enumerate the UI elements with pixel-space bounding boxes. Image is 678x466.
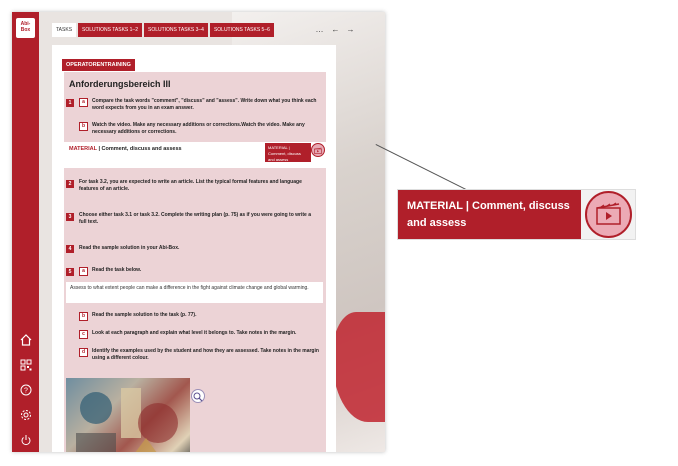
task-1b-text: Watch the video. Make any necessary additions or corrections.Watch the video. Make any necessary additions or corrections.: [92, 122, 305, 135]
task-quote-box: Assess to what extent people can make a difference in the fight against climate change and global warming.: [66, 282, 323, 303]
task-number-4: 4: [66, 245, 74, 253]
task-1a-text: Compare the task words "comment", "discuss" and "assess". Write down what you think each word expects from you in an exam answer.: [92, 98, 317, 111]
magnifier-icon[interactable]: [191, 389, 205, 403]
task-5d-text: Identify the examples used by the student and how they are assessed. Take notes in the margin using a different colour.: [92, 348, 319, 361]
task-5c-letter: c: [79, 330, 88, 339]
task-5d-letter: d: [79, 348, 88, 357]
zoomed-material-callout: [397, 189, 636, 240]
home-icon[interactable]: [19, 333, 33, 347]
collage-illustration: [66, 378, 190, 452]
video-clapper-icon[interactable]: [311, 143, 325, 157]
qr-code-icon[interactable]: [19, 358, 33, 372]
tab-solutions-1-2[interactable]: SOLUTIONS TASKS 1–2: [78, 23, 142, 37]
abi-box-logo: Abi-Box: [16, 18, 35, 38]
page-title: Anforderungsbereich III: [69, 79, 171, 89]
task-5a-letter: a: [79, 267, 88, 276]
task-5b-text: Read the sample solution to the task (p. 77).: [92, 312, 197, 318]
app-window: [12, 12, 385, 452]
tab-bar: [52, 23, 274, 37]
task-number-3: 3: [66, 213, 74, 221]
zoomed-material-label: MATERIAL | Comment, discuss and assess: [398, 190, 581, 239]
svg-text:?: ?: [24, 387, 28, 395]
task-4-text: Read the sample solution in your Abi-Box.: [79, 245, 180, 251]
material-label: MATERIAL | Comment, discuss and assess: [69, 146, 182, 152]
tab-solutions-5-6[interactable]: SOLUTIONS TASKS 5–6: [210, 23, 274, 37]
task-5c-text: Look at each paragraph and explain what level it belongs to. Take notes in the margin.: [92, 330, 297, 336]
task-number-1: 1: [66, 99, 74, 107]
back-button[interactable]: ←: [331, 25, 340, 34]
task-2-text: For task 3.2, you are expected to write an article. List the typical formal features and language features of an article.: [79, 179, 302, 192]
task-1a-letter: a: [79, 98, 88, 107]
task-number-2: 2: [66, 180, 74, 188]
task-5b-letter: b: [79, 312, 88, 321]
connector-line: [376, 144, 475, 194]
tab-solutions-3-4[interactable]: SOLUTIONS TASKS 3–4: [144, 23, 208, 37]
task-1b-letter: b: [79, 122, 88, 131]
settings-icon[interactable]: [19, 408, 33, 422]
power-icon[interactable]: [19, 433, 33, 447]
help-icon[interactable]: [19, 383, 33, 397]
task-number-5: 5: [66, 268, 74, 276]
video-clapper-icon: [585, 191, 632, 238]
material-row[interactable]: [64, 142, 326, 168]
task-5a-text: Read the task below.: [92, 267, 142, 273]
more-button[interactable]: …: [315, 25, 324, 34]
workbook-page: [52, 45, 336, 452]
task-3-text: Choose either task 3.1 or task 3.2. Complete the writing plan (p. 75) as if you were going to write a full text.: [79, 212, 311, 225]
category-label: OPERATORENTRAINING: [62, 59, 135, 71]
material-tooltip: MATERIAL | Comment, discuss and assess: [265, 143, 311, 162]
sidebar: [12, 12, 39, 452]
forward-button[interactable]: →: [346, 25, 355, 34]
task-panel: [64, 72, 326, 452]
tab-tasks[interactable]: TASKS: [52, 23, 76, 37]
